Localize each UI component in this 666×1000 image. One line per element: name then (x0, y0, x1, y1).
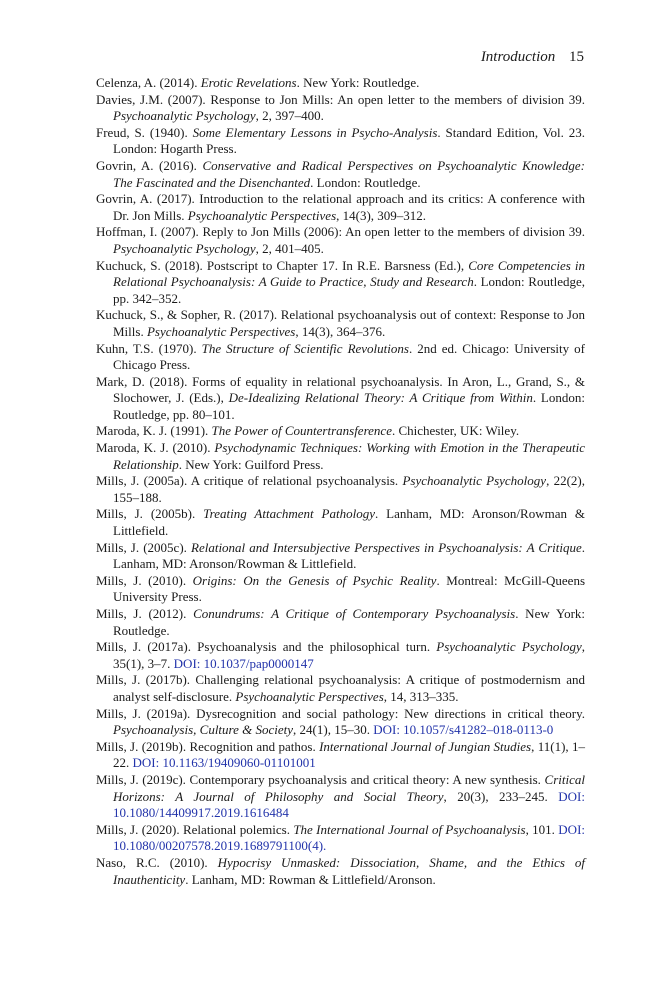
reference-title: Psychoanalytic Perspectives (235, 688, 384, 704)
reference-entry (96, 855, 585, 888)
reference-title: The Structure of Scientific Revolutions (201, 340, 409, 356)
reference-title: Core Competencies in Relational Psychoanalysis: A Guide to Practice, Study and Research (113, 257, 585, 290)
reference-entry (96, 191, 585, 224)
reference-text: Kuchuck, S. (2018). Postscript to Chapter 17. In R.E. Barsness (Ed.), (96, 257, 469, 273)
reference-text: Mills, J. (2019a). Dysrecognition and social pathology: New directions in critical theory. (96, 705, 585, 721)
doi-link[interactable]: DOI: 10.1037/pap0000147 (173, 655, 314, 671)
reference-title: De-Idealizing Relational Theory: A Critique from Within (228, 390, 533, 406)
reference-entry (96, 125, 585, 158)
reference-text: Mills, J. (2017a). Psychoanalysis and the philosophical turn. (96, 639, 437, 655)
reference-text: . 2nd ed. Chicago: University of Chicago Press. (113, 340, 585, 373)
reference-text: Kuhn, T.S. (1970). (96, 340, 202, 356)
reference-text: Hoffman, I. (2007). Reply to Jon Mills (2006): An open letter to the members of division 39. (96, 224, 585, 240)
reference-title: Origins: On the Genesis of Psychic Reality (192, 572, 437, 588)
reference-entry (96, 307, 585, 340)
reference-entry (96, 158, 585, 191)
reference-text: , 2, 397–400. (255, 108, 324, 124)
reference-title: Psychoanalytic Psychology (113, 240, 256, 256)
reference-text: . Lanham, MD: Aronson/Rowman & Littlefield. (113, 506, 585, 539)
reference-text: Maroda, K. J. (1991). (96, 423, 212, 439)
reference-text: , 101. (525, 821, 559, 837)
reference-text: Mills, J. (2019c). Contemporary psychoanalysis and critical theory: A new synthesis. (96, 771, 545, 787)
reference-title: Erotic Revelations (200, 75, 297, 90)
reference-text: Naso, R.C. (2010). (96, 854, 218, 870)
doi-link[interactable]: DOI: 10.1163/19409060-01101001 (132, 755, 316, 771)
reference-entry (96, 822, 585, 855)
page-number: 15 (569, 49, 584, 65)
reference-text: Mills, J. (2017b). Challenging relational psychoanalysis: A critique of postmodernism and analyst self-disclosure. (96, 672, 585, 704)
reference-title: Some Elementary Lessons in Psycho-Analysis (192, 124, 438, 140)
reference-title: Psychodynamic Techniques: Working with Emotion in the Therapeutic Relationship (113, 440, 585, 472)
reference-entry (96, 506, 585, 539)
reference-title: The Power of Countertransference (211, 423, 392, 439)
reference-text: , 20(3), 233–245. (443, 788, 559, 804)
section-title: Introduction (480, 49, 556, 65)
reference-entry (96, 374, 585, 424)
reference-entry (96, 473, 585, 506)
reference-title: Psychoanalysis, Culture & Society (113, 722, 294, 738)
reference-text: . London: Routledge, pp. 342–352. (113, 274, 585, 306)
doi-link[interactable]: DOI: 10.1080/00207578.2019.1689791100(4). (113, 821, 586, 854)
reference-text: Mills, J. (2010). (96, 572, 193, 588)
reference-text: Govrin, A. (2016). (96, 157, 203, 173)
reference-text: . London: Routledge. (310, 174, 421, 190)
reference-list (96, 75, 585, 888)
reference-text: Celenza, A. (2014). (96, 75, 201, 90)
reference-text: . Chichester, UK: Wiley. (391, 423, 520, 439)
reference-text: Mills, J. (2005a). A critique of relational psychoanalysis. (96, 473, 403, 489)
reference-text: Maroda, K. J. (2010). (96, 440, 215, 456)
reference-text: Mills, J. (2005c). (96, 539, 192, 555)
reference-title: Relational and Intersubjective Perspectives in Psychoanalysis: A Critique (191, 539, 582, 555)
reference-entry (96, 706, 585, 739)
reference-entry (96, 672, 585, 705)
reference-title: Psychoanalytic Psychology (402, 473, 547, 489)
reference-text: Kuchuck, S., & Sopher, R. (2017). Relational psychoanalysis out of context: Response to Jon Mills. (96, 307, 585, 339)
reference-text: , 2, 401–405. (255, 240, 324, 256)
reference-title: The International Journal of Psychoanalysis (293, 821, 526, 837)
reference-text: . Lanham, MD: Aronson/Rowman & Littlefield. (113, 539, 585, 572)
reference-text: , 24(1), 15–30. (293, 722, 374, 738)
reference-entry (96, 540, 585, 573)
reference-text: . Montreal: McGill-Queens University Press. (113, 572, 586, 605)
reference-entry (96, 573, 585, 606)
reference-text: . New York: Guilford Press. (178, 456, 324, 472)
reference-text: , 14, 313–335. (383, 688, 459, 704)
reference-title: Conundrums: A Critique of Contemporary Psychoanalysis (193, 606, 516, 621)
reference-text: , 14(3), 309–312. (336, 207, 427, 223)
reference-title: Psychoanalytic Psychology (113, 108, 256, 124)
reference-title: Psychoanalytic Psychology (436, 639, 582, 655)
reference-text: Govrin, A. (2017). Introduction to the relational approach and its critics: A conference with Dr. Jon Mills. (96, 191, 585, 223)
reference-entry (96, 75, 585, 92)
reference-entry (96, 606, 585, 639)
reference-text: . Lanham, MD: Rowman & Littlefield/Aronson. (185, 871, 436, 887)
reference-text: Davies, J.M. (2007). Response to Jon Mills: An open letter to the members of division 39. (96, 91, 585, 107)
reference-entry (96, 440, 585, 473)
reference-text: Mills, J. (2012). (96, 606, 194, 621)
reference-entry (96, 772, 585, 822)
reference-title: Hypocrisy Unmasked: Dissociation, Shame, and the Ethics of Inauthenticity (113, 854, 585, 887)
reference-text: . London: Routledge, pp. 80–101. (113, 390, 585, 422)
reference-text: , 14(3), 364–376. (295, 323, 386, 339)
reference-title: Critical Horizons: A Journal of Philosophy and Social Theory (113, 771, 585, 804)
running-head (481, 47, 584, 67)
reference-entry (96, 224, 585, 257)
reference-title: Psychoanalytic Perspectives (187, 207, 337, 223)
reference-title: Treating Attachment Pathology (203, 506, 375, 522)
reference-text: Mark, D. (2018). Forms of equality in relational psychoanalysis. In Aron, L., Grand, S., & Slochower, J. (Eds.), (96, 373, 585, 406)
reference-text: . New York: Routledge. (113, 606, 586, 638)
reference-title: Conservative and Radical Perspectives on Psychoanalytic Knowledge: The Fascinated and the Disenchanted (113, 157, 585, 190)
reference-entry (96, 739, 585, 772)
reference-title: International Journal of Jungian Studies (319, 738, 532, 754)
reference-entry (96, 258, 585, 308)
reference-entry (96, 341, 585, 374)
reference-text: , 22(2), 155–188. (113, 473, 585, 505)
reference-text: . New York: Routledge. (296, 75, 420, 90)
reference-text: Mills, J. (2019b). Recognition and pathos. (96, 738, 320, 754)
reference-title: Psychoanalytic Perspectives (146, 323, 296, 339)
reference-text: Freud, S. (1940). (96, 124, 193, 140)
doi-link[interactable]: DOI: 10.1057/s41282–018-0113-0 (373, 722, 554, 738)
reference-text: , 11(1), 1–22. (113, 738, 585, 771)
reference-text: . Standard Edition, Vol. 23. London: Hogarth Press. (113, 124, 586, 157)
reference-entry (96, 423, 585, 440)
reference-text: Mills, J. (2020). Relational polemics. (96, 821, 294, 837)
reference-entry (96, 92, 585, 125)
reference-text: Mills, J. (2005b). (96, 506, 204, 522)
doi-link[interactable]: DOI: 10.1080/14409917.2019.1616484 (113, 788, 585, 821)
reference-text: , 35(1), 3–7. (113, 639, 585, 671)
reference-entry (96, 639, 585, 672)
